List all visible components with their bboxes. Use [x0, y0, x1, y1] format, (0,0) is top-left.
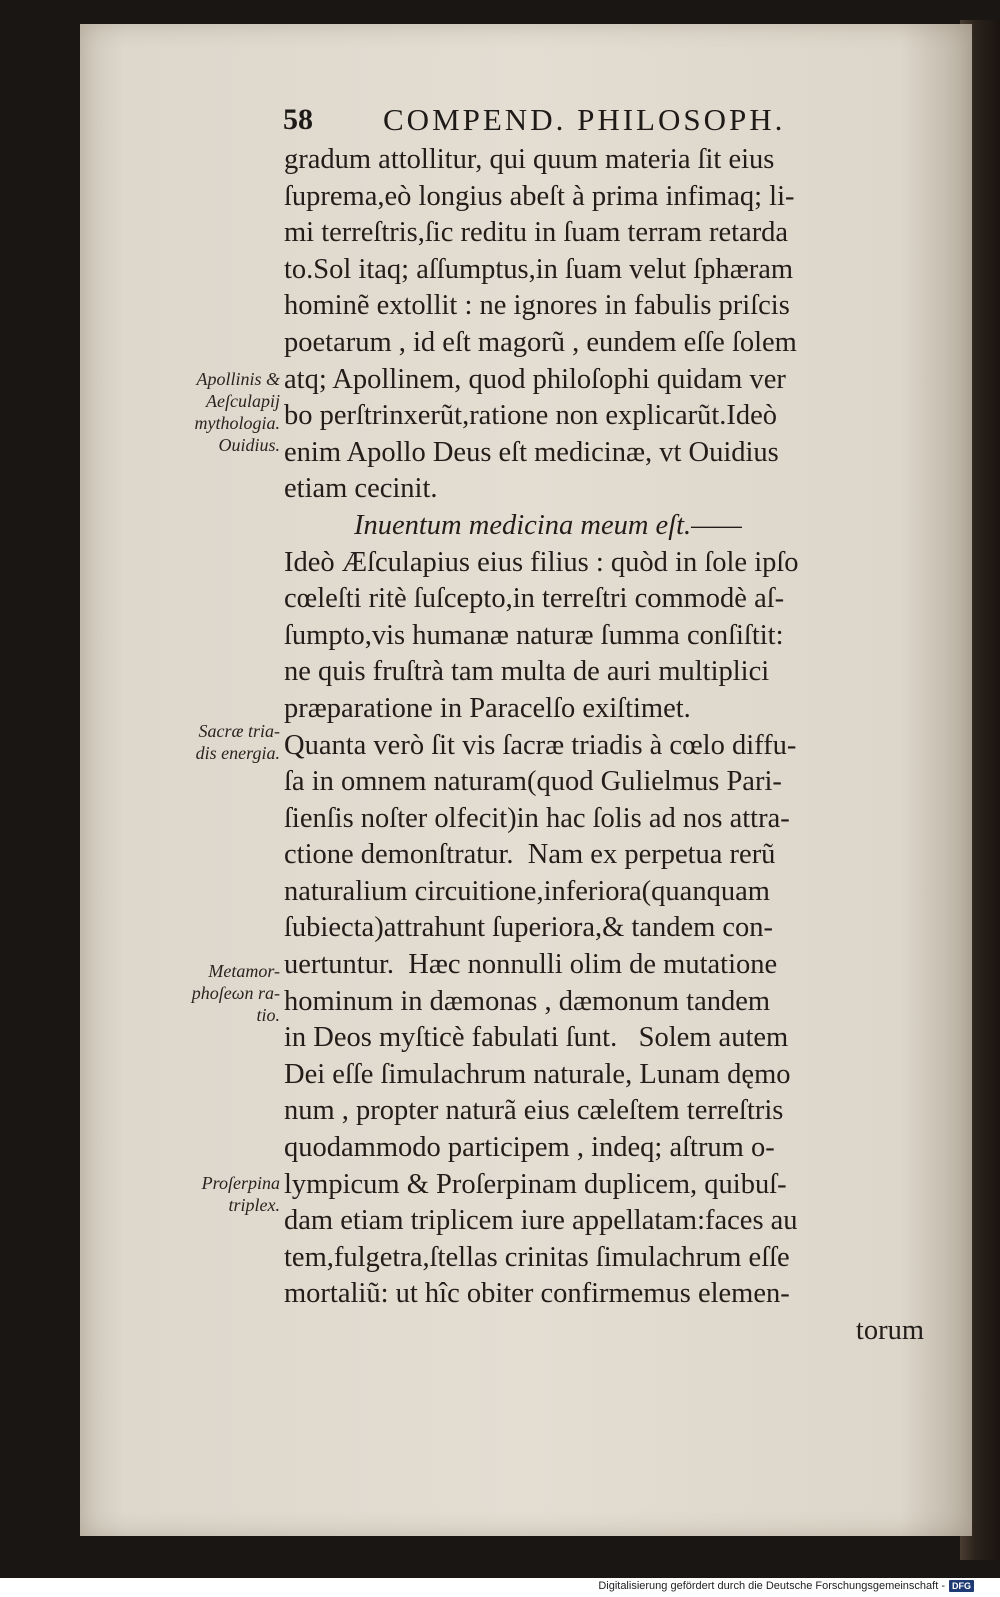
text-line: dam etiam triplicem iure appellatam:faces au — [284, 1205, 798, 1237]
margin-note-line: triplex. — [228, 1195, 280, 1215]
text-line: Quanta verò ſit vis ſacræ triadis à cœlo diffu- — [284, 729, 797, 761]
text-line: mortaliũ: ut hîc obiter confirmemus elemen- — [284, 1278, 790, 1310]
text-line: Ideò Æſculapius eius filius : quòd in ſole ipſo — [284, 546, 799, 578]
margin-note-line: Apollinis & — [196, 369, 280, 389]
text-line: num , propter naturã eius cæleſtem terreſtris — [284, 1095, 784, 1127]
margin-note-line: mythologia. — [194, 413, 280, 433]
page-number: 58 — [283, 103, 313, 136]
margin-note — [130, 720, 280, 764]
catchword: torum — [855, 1315, 924, 1346]
margin-note — [130, 960, 280, 1026]
margin-note-line: Aeſculapij — [206, 391, 280, 411]
dfg-logo: DFG — [949, 1580, 974, 1592]
text-line: quodammodo participem , indeq; aſtrum o- — [284, 1132, 775, 1164]
text-line: tem,fulgetra,ſtellas crinitas ſimulachrum eſſe — [284, 1241, 790, 1273]
text-line: ſumpto,vis humanæ naturæ ſumma conſiſtit: — [284, 619, 784, 651]
text-line: etiam cecinit. — [284, 473, 438, 505]
text-line: hominẽ extollit : ne ignores in fabulis priſcis — [284, 290, 790, 322]
text-line: Dei eſſe ſimulachrum naturale, Lunam dęmo — [284, 1058, 791, 1090]
text-line: mi terreſtris,ſic reditu in ſuam terram retarda — [284, 217, 789, 249]
text-line: ſubiecta)attrahunt ſuperiora,& tandem con- — [284, 912, 774, 944]
text-line: ne quis fruſtrà tam multa de auri multiplici — [284, 656, 770, 688]
text-line: bo perſtrinxerũt,ratione non explicarũt.Ideò — [284, 400, 778, 432]
margin-note-line: tio. — [256, 1005, 280, 1025]
text-line: ſuprema,eò longius abeſt à prima infimaq; li- — [284, 180, 795, 212]
margin-note — [130, 1172, 280, 1216]
margin-note-line: phoſeωn ra- — [191, 983, 280, 1003]
margin-note-line: dis energia. — [195, 743, 280, 763]
margin-note — [130, 368, 280, 456]
text-line: lympicum & Proſerpinam duplicem, quibuſ- — [284, 1168, 787, 1200]
margin-note-line: Proſerpina — [201, 1173, 280, 1193]
running-title: COMPEND. PHILOSOPH. — [383, 102, 786, 137]
text-line: ctione demonſtratur. Nam ex perpetua rerũ — [284, 839, 776, 871]
text-line: enim Apollo Deus eſt medicinæ, vt Ouidius — [284, 436, 779, 468]
margin-note-line: Sacræ tria- — [198, 721, 280, 741]
text-line: gradum attollitur, qui quum materia ſit eius — [284, 144, 775, 175]
text-line: hominum in dæmonas , dæmonum tandem — [284, 985, 771, 1017]
quoted-verse: Inuentum medicina meum eſt.—— — [354, 509, 742, 541]
text-line: uertuntur. Hæc nonnulli olim de mutatione — [284, 949, 778, 981]
text-line: cœleſti ritè ſuſcepto,in terreſtri commodè aſ- — [284, 583, 785, 615]
credit-text: Digitalisierung gefördert durch die Deutsche Forschungsgemeinschaft - — [598, 1580, 945, 1592]
text-line: to.Sol itaq; aſſumptus,in ſuam velut ſphæram — [284, 253, 794, 285]
margin-note-line: Ouidius. — [218, 435, 280, 455]
text-line: præparatione in Paracelſo exiſtimet. — [284, 692, 691, 724]
text-line: naturalium circuitione,inferiora(quanquam — [284, 875, 770, 907]
text-line: in Deos myſticè fabulati ſunt. Solem autem — [284, 1022, 789, 1054]
text-line: atq; Apollinem, quod philoſophi quidam ver — [284, 363, 786, 395]
text-line: ſienſis noſter olfecit)in hac ſolis ad nos attra- — [284, 802, 790, 834]
running-head — [283, 100, 923, 140]
digitization-credit — [598, 1580, 974, 1592]
margin-note-line: Metamor- — [208, 961, 280, 981]
text-line: poetarum , id eſt magorũ , eundem eſſe ſolem — [284, 326, 797, 358]
main-text-block — [284, 142, 924, 1350]
text-line: ſa in omnem naturam(quod Gulielmus Pari- — [284, 766, 782, 798]
